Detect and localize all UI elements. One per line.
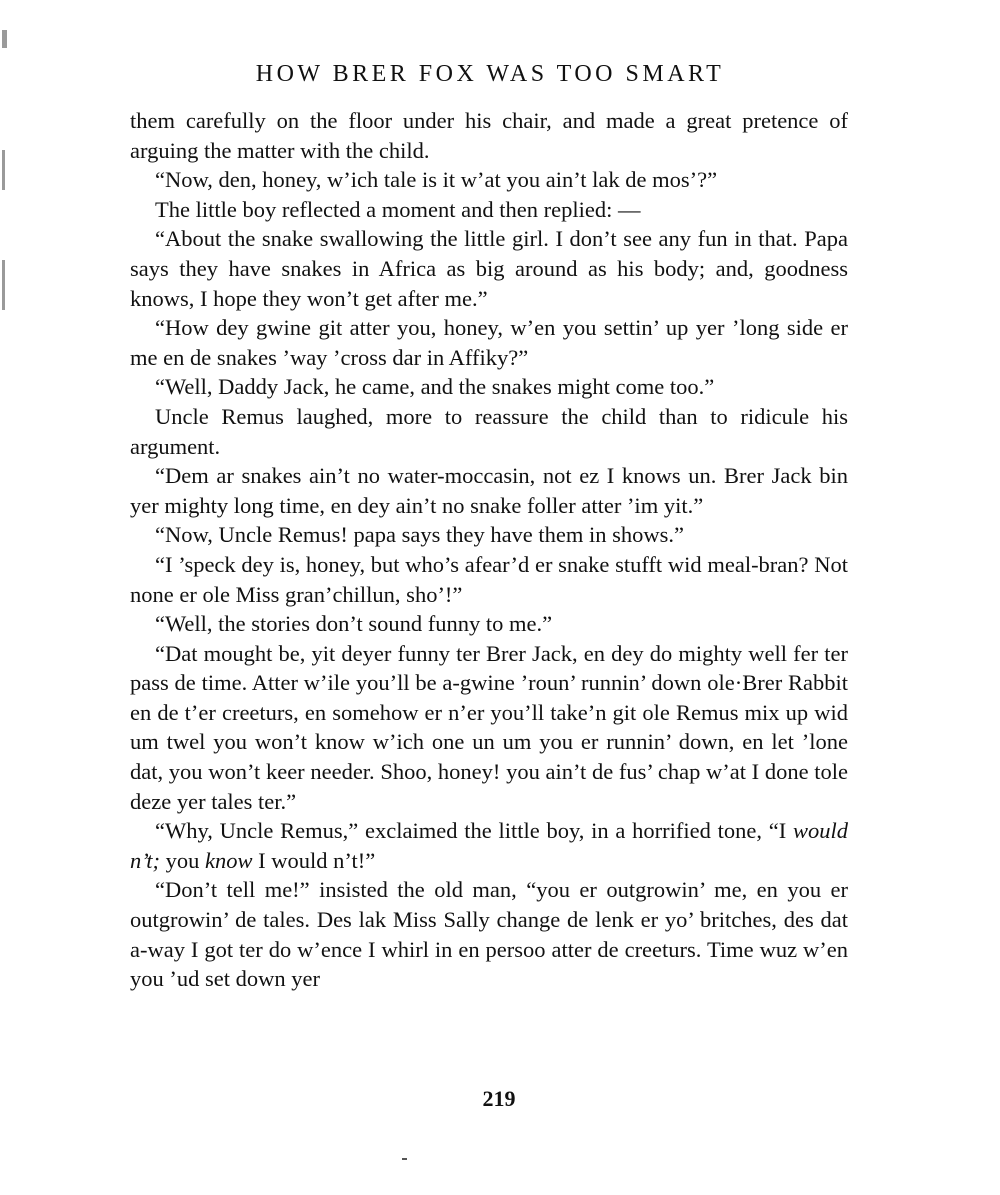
- margin-speck: [2, 260, 5, 310]
- emphasis: know: [205, 847, 253, 873]
- paragraph: [130, 875, 848, 993]
- paragraph: [130, 609, 848, 639]
- paragraph: [130, 461, 848, 520]
- body-text: [130, 106, 848, 994]
- paragraph-text: The little boy reflected a moment and then replied: —: [155, 196, 641, 222]
- paragraph-text: “Well, Daddy Jack, he came, and the snakes might come too.”: [155, 374, 715, 400]
- running-header: HOW BRER FOX WAS TOO SMART: [255, 61, 725, 87]
- paragraph: [130, 520, 848, 550]
- paragraph-text: “Don’t tell me!” insisted the old man, “you er outgrowin’ me, en you er outgrowin’ de tales. Des lak Miss Sally change de lenk er yo’ britches, des dat a-way I got ter do w’ence I whirl in en persoo atter de creeturs. Time wuz w’en you ’ud set down yer: [130, 877, 848, 992]
- margin-speck: [2, 30, 7, 48]
- paragraph: [130, 313, 848, 372]
- paragraph-text: “Well, the stories don’t sound funny to me.”: [155, 611, 553, 637]
- paragraph-text: I would n’t!”: [252, 847, 376, 873]
- paragraph-text: “Now, Uncle Remus! papa says they have them in shows.”: [155, 522, 685, 548]
- paragraph-text: “Why, Uncle Remus,” exclaimed the little boy, in a horrified tone, “I: [155, 818, 793, 844]
- paragraph: them carefully on the floor under his chair, and made a great pretence of arguing the matter with the child.: [130, 108, 848, 163]
- paragraph: [130, 165, 848, 195]
- margin-speck: [2, 150, 5, 190]
- paragraph: [130, 550, 848, 609]
- paragraph-text: Uncle Remus laughed, more to reassure the child than to ridicule his argument.: [130, 403, 848, 459]
- paragraph-text: “About the snake swallowing the little girl. I don’t see any fun in that. Papa says they have snakes in Africa as big around as his body; and, goodness knows, I hope they won’t get after me.”: [130, 226, 848, 311]
- paragraph-text: you: [160, 847, 205, 873]
- emphasis: would n’t;: [130, 818, 848, 873]
- paragraph: [130, 402, 848, 461]
- paragraph-text: “How dey gwine git atter you, honey, w’en you settin’ up yer ’long side er me en de snakes ’way ’cross dar in Affiky?”: [130, 315, 848, 370]
- paragraph: [130, 372, 848, 402]
- page-number: 219: [482, 1086, 516, 1111]
- paragraph: [130, 639, 848, 817]
- paragraph: [130, 816, 848, 875]
- paragraph-text: “Dem ar snakes ain’t no water-moccasin, not ez I knows un. Brer Jack bin yer mighty long time, en dey ain’t no snake foller atter ’im yit.”: [130, 463, 848, 518]
- paragraph-text: “I ’speck dey is, honey, but who’s afear’d er snake stufft wid meal-bran? Not none er ole Miss gran’chillun, sho’!”: [130, 551, 848, 607]
- paragraph-text: “Dat mought be, yit deyer funny ter Brer Jack, en dey do mighty well fer ter pass de time. Atter w’ile you’ll be a-gwine ’roun’ runnin’ down ole·Brer Rabbit en de t’er creeturs, en somehow er n’er you’ll take’n git ole Remus mix up wid um twel you won’t know w’ich one un um you er runnin’ down, en let ’lone dat, you won’t keer needer. Shoo, honey! you ain’t de fus’ chap w’at I done tole deze yer tales ter.”: [130, 640, 848, 814]
- print-speck: [402, 1158, 407, 1160]
- paragraph: [130, 224, 848, 313]
- paragraph: [130, 195, 848, 225]
- paragraph-text: “Now, den, honey, w’ich tale is it w’at you ain’t lak de mos’?”: [155, 167, 718, 193]
